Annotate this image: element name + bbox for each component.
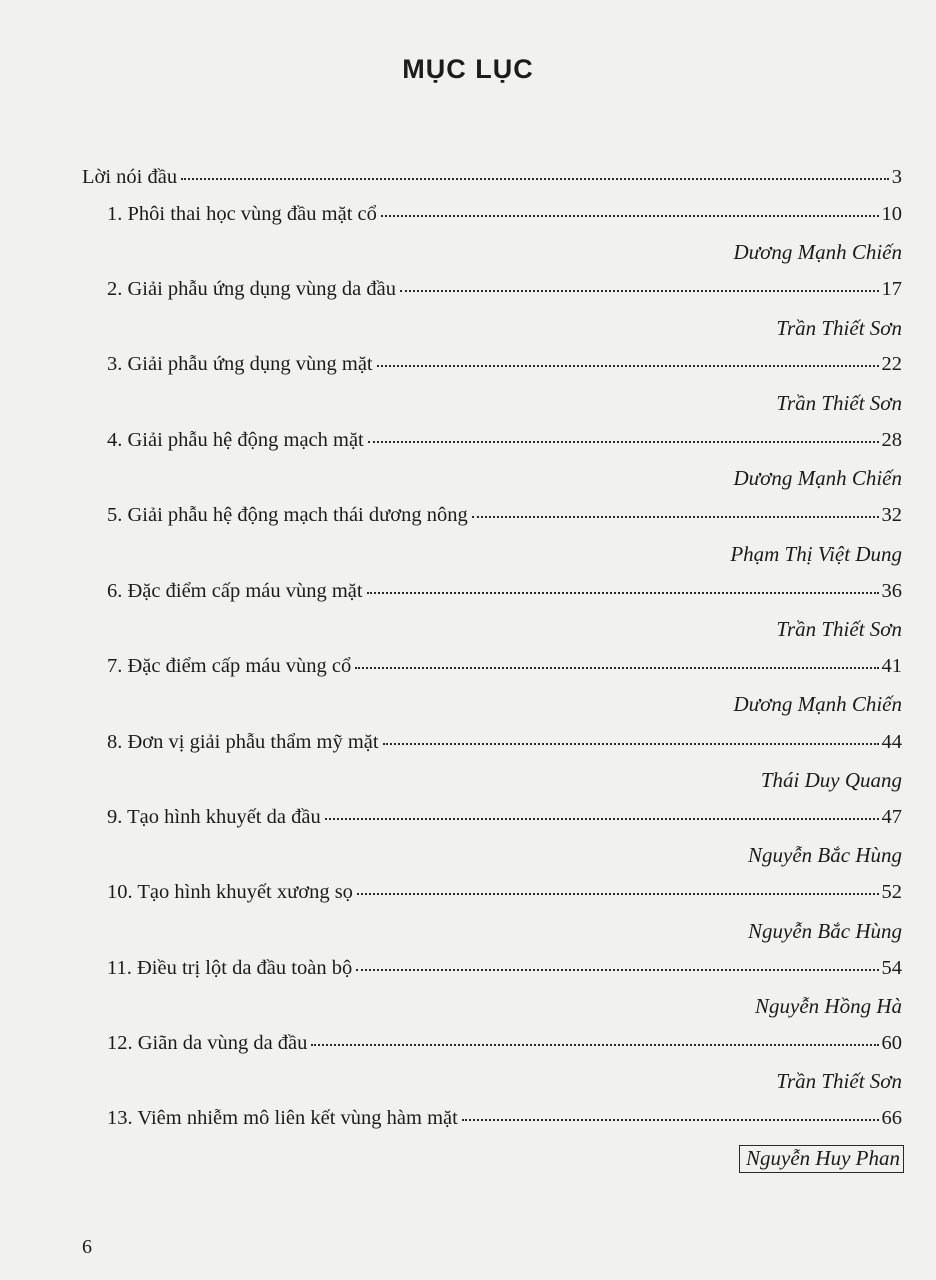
toc-entry-title: 11. Điều trị lột da đầu toàn bộ [107,957,353,979]
toc-page-number: 54 [881,957,902,979]
toc-author: Trần Thiết Sơn [776,316,902,340]
toc-entry-title: 6. Đặc điểm cấp máu vùng mặt [107,580,363,602]
toc-entry-10 [107,881,902,904]
toc-entry-title: 2. Giải phẫu ứng dụng vùng da đầu [107,278,396,300]
toc-entry-title: 9. Tạo hình khuyết da đầu [107,806,321,828]
dot-leader [355,667,878,669]
toc-entry-9 [107,806,902,829]
toc-page-number: 10 [881,203,902,225]
toc-entry-title: 8. Đơn vị giải phẫu thẩm mỹ mặt [107,731,379,753]
toc-entry-title: 3. Giải phẫu ứng dụng vùng mặt [107,353,373,375]
toc-entry-title: 12. Giãn da vùng da đầu [107,1032,308,1054]
toc-entry-8 [107,731,902,754]
page-title: MỤC LỤC [402,54,534,84]
toc-entry-title: 13. Viêm nhiễm mô liên kết vùng hàm mặt [107,1107,458,1129]
toc-page-number: 66 [881,1107,902,1129]
toc-page-number: 3 [891,166,902,188]
toc-entry-11 [107,957,902,980]
toc-entry-title: 7. Đặc điểm cấp máu vùng cổ [107,655,352,677]
dot-leader [377,365,879,367]
toc-page-number: 32 [881,504,902,526]
toc-page-number: 17 [881,278,902,300]
dot-leader [367,592,879,594]
toc-page-number: 36 [881,580,902,602]
toc-author: Nguyễn Hồng Hà [755,994,902,1018]
dot-leader [181,178,889,180]
toc-entry-title: 5. Giải phẫu hệ động mạch thái dương nông [107,504,468,526]
toc-author: Dương Mạnh Chiến [733,466,902,490]
dot-leader [368,441,879,443]
dot-leader [400,290,879,292]
page-number: 6 [82,1236,92,1258]
dot-leader [356,969,878,971]
toc-entry-7 [107,655,902,678]
dot-leader [462,1119,879,1121]
dot-leader [357,893,879,895]
toc-author: Trần Thiết Sơn [776,1069,902,1093]
toc-page-number: 52 [881,881,902,903]
dot-leader [311,1044,878,1046]
toc-page-number: 44 [881,731,902,753]
toc-entry-4 [107,429,902,452]
toc-entry-5 [107,504,902,527]
toc-entry-2 [107,278,902,301]
toc-author: Phạm Thị Việt Dung [730,542,902,566]
toc-entry-title: Lời nói đầu [82,166,178,188]
toc-author: Nguyễn Bắc Hùng [748,919,902,943]
toc-author: Dương Mạnh Chiến [733,240,902,264]
dot-leader [325,818,879,820]
toc-page-number: 28 [881,429,902,451]
toc-page-number: 41 [881,655,902,677]
toc-entry-1 [107,203,902,226]
toc-entry-title: 4. Giải phẫu hệ động mạch mặt [107,429,364,451]
toc-author: Dương Mạnh Chiến [733,692,902,716]
toc-author: Trần Thiết Sơn [776,617,902,641]
toc-author: Thái Duy Quang [760,768,902,792]
toc-entry-13 [107,1107,902,1130]
toc-entry-title: 10. Tạo hình khuyết xương sọ [107,881,353,903]
toc-entry-3 [107,353,902,376]
dot-leader [472,516,879,518]
toc-page-number: 60 [881,1032,902,1054]
dot-leader [381,215,879,217]
toc-author: Nguyễn Bắc Hùng [748,843,902,867]
toc-author-boxed: Nguyễn Huy Phan [739,1145,904,1173]
toc-entry-6 [107,580,902,603]
toc-page-number: 47 [881,806,902,828]
toc-entry-0 [82,166,902,189]
toc-author: Trần Thiết Sơn [776,391,902,415]
toc-entry-12 [107,1032,902,1055]
dot-leader [383,743,879,745]
toc-page-number: 22 [881,353,902,375]
toc-entry-title: 1. Phôi thai học vùng đầu mặt cổ [107,203,377,225]
